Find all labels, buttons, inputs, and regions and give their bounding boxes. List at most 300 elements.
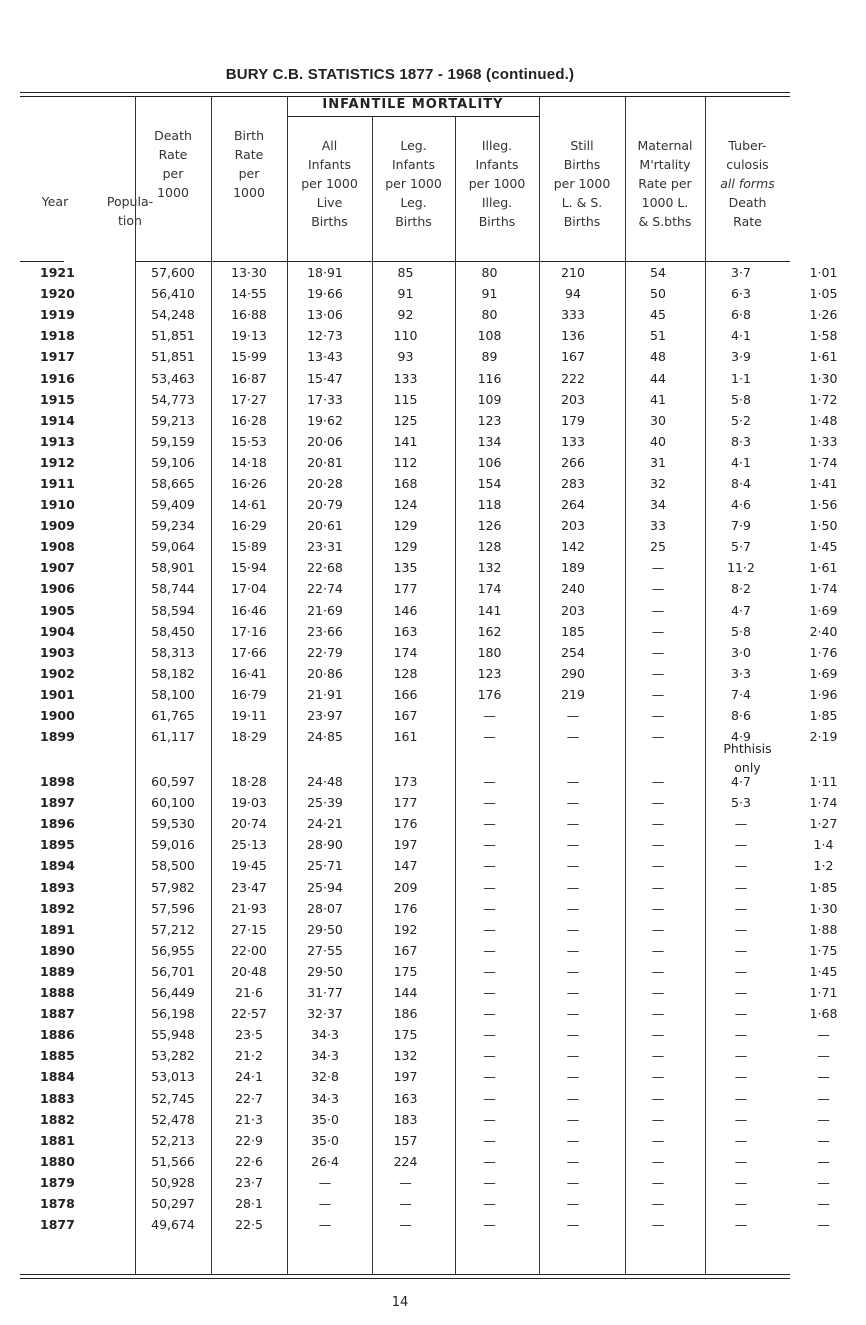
header-line: per 1000 [468,176,526,191]
header-line: Births [395,214,432,229]
cell-year: 1881 [40,1132,75,1148]
cell-tuberculosis: 1·69 [809,602,838,618]
cell-maternal: 3·9 [731,349,751,365]
cell-illeg-infants: — [566,879,580,895]
cell-illeg-infants: — [566,858,580,874]
cell-death-rate: 27·15 [231,921,267,937]
cell-death-rate: 15·99 [231,349,267,365]
cell-all-infants: 85 [397,265,414,281]
cell-still-births: 32 [650,475,666,491]
cell-maternal: 7·4 [731,686,751,702]
cell-year: 1886 [40,1027,75,1043]
cell-all-infants: 144 [393,985,418,1001]
cell-tuberculosis: 1·74 [809,581,838,597]
cell-tuberculosis: 1·26 [809,307,838,323]
header-line: per 1000 [301,176,358,191]
cell-leg-infants: — [483,1195,496,1211]
cell-all-infants: 125 [393,412,418,428]
cell-death-rate: 19·45 [231,858,267,874]
cell-birth-rate: 23·97 [307,708,343,724]
cell-death-rate: 25·13 [231,837,267,853]
cell-population: 58,182 [151,665,195,681]
cell-leg-infants: — [483,985,496,1001]
cell-birth-rate: 20·79 [307,497,343,513]
cell-maternal: 4·9 [731,729,751,745]
cell-tuberculosis: 1·56 [809,497,838,513]
cell-birth-rate: 20·28 [307,475,343,491]
cell-death-rate: 19·11 [231,708,267,724]
cell-illeg-infants: 189 [561,560,585,576]
cell-illeg-infants: — [566,774,580,790]
cell-population: 59,106 [151,454,195,470]
cell-still-births: — [651,837,665,853]
cell-population: 52,745 [151,1090,195,1106]
header-line: Year [41,194,69,209]
cell-all-infants: 209 [393,879,418,895]
header-tuberculosis [705,136,790,231]
cell-all-infants: 115 [393,391,418,407]
cell-maternal: 8·4 [731,475,751,491]
cell-population: 61,117 [151,729,195,745]
cell-leg-infants: — [483,1090,496,1106]
table-row [20,367,866,388]
cell-maternal: — [734,1217,748,1233]
cell-death-rate: 22·7 [235,1090,263,1106]
cell-death-rate: 23·5 [235,1027,263,1043]
cell-still-births: — [651,816,665,832]
cell-year: 1897 [40,795,75,811]
header-still-births [539,136,625,231]
cell-illeg-infants: — [566,837,580,853]
cell-leg-infants: — [483,963,496,979]
bottom-rule-inner [20,1278,790,1279]
cell-year: 1908 [40,539,75,555]
cell-still-births: — [651,858,665,874]
cell-population: 53,282 [151,1048,195,1064]
cell-population: 52,213 [151,1132,195,1148]
cell-birth-rate: 13·43 [307,349,343,365]
cell-all-infants: 168 [393,475,418,491]
cell-maternal: 3·3 [731,665,751,681]
cell-tuberculosis: 1·01 [809,265,838,281]
table-row [20,431,866,452]
phthisis-note-line: only [734,760,761,775]
cell-leg-infants: 141 [477,602,502,618]
header-line: Births [563,214,601,229]
cell-tuberculosis: — [817,1132,830,1148]
cell-still-births: — [651,879,665,895]
header-line: Popula- [106,194,154,209]
phthisis-note-line: Phthisis [723,741,772,756]
cell-still-births: 31 [650,454,666,470]
cell-death-rate: 24·1 [235,1069,263,1085]
cell-leg-infants: 128 [477,539,502,555]
cell-tuberculosis: 1·27 [809,816,838,832]
cell-illeg-infants: — [566,1217,580,1233]
cell-maternal: 4·7 [731,602,751,618]
cell-tuberculosis: 1·11 [809,774,838,790]
cell-year: 1903 [40,644,75,660]
table-row [20,494,866,515]
cell-illeg-infants: 333 [561,307,585,323]
cell-illeg-infants: 94 [565,286,581,302]
cell-all-infants: 132 [393,1048,418,1064]
cell-illeg-infants: — [566,1069,580,1085]
cell-all-infants: 176 [393,900,418,916]
cell-maternal: 8·6 [731,708,751,724]
cell-year: 1885 [40,1048,75,1064]
cell-tuberculosis: — [817,1195,830,1211]
cell-illeg-infants: — [566,942,580,958]
cell-illeg-infants: 167 [561,349,585,365]
cell-maternal: — [734,900,748,916]
cell-illeg-infants: — [566,708,580,724]
cell-all-infants: 167 [393,942,418,958]
header-line: Rate [733,214,762,229]
cell-maternal: — [734,1006,748,1022]
cell-population: 56,198 [151,1006,195,1022]
cell-tuberculosis: 1·75 [809,942,838,958]
phthisis-only-note [705,739,790,777]
table-row [20,1130,866,1151]
table-row [20,515,866,536]
cell-death-rate: 15·53 [231,433,267,449]
cell-year: 1918 [40,328,75,344]
header-line: Infants [475,157,519,172]
cell-still-births: 41 [650,391,666,407]
cell-all-infants: 157 [393,1132,418,1148]
cell-tuberculosis: 1·61 [809,560,838,576]
cell-still-births: 33 [650,518,666,534]
cell-birth-rate: 34·3 [311,1090,339,1106]
table-row [20,283,866,304]
cell-tuberculosis: — [817,1090,830,1106]
cell-population: 53,463 [151,370,195,386]
cell-year: 1909 [40,518,75,534]
cell-birth-rate: 34·3 [311,1048,339,1064]
cell-death-rate: 14·55 [231,286,267,302]
cell-illeg-infants: 203 [561,602,585,618]
cell-birth-rate: 35·0 [311,1111,339,1127]
table-row [20,705,866,726]
header-line: per 1000 [553,176,611,191]
cell-birth-rate: 19·62 [307,412,343,428]
cell-all-infants: 91 [397,286,414,302]
cell-death-rate: 16·79 [231,686,267,702]
cell-leg-infants: — [483,879,496,895]
cell-leg-infants: 132 [477,560,502,576]
cell-death-rate: 16·87 [231,370,267,386]
cell-population: 49,674 [151,1217,195,1233]
cell-year: 1895 [40,837,75,853]
header-line: Live [316,195,343,210]
cell-all-infants: 133 [393,370,418,386]
cell-all-infants: 166 [393,686,418,702]
cell-leg-infants: — [483,837,496,853]
cell-maternal: 3·0 [731,644,751,660]
cell-population: 58,665 [151,475,195,491]
cell-illeg-infants: 264 [561,497,585,513]
header-line: Infants [391,157,435,172]
cell-all-infants: 163 [393,623,418,639]
table-row [20,1003,866,1024]
cell-year: 1888 [40,985,75,1001]
cell-birth-rate: — [318,1217,332,1233]
cell-death-rate: 14·61 [231,497,267,513]
cell-birth-rate: 28·90 [307,837,343,853]
cell-population: 57,596 [151,900,195,916]
table-row [20,1172,866,1193]
cell-maternal: — [734,985,748,1001]
cell-illeg-infants: 219 [561,686,585,702]
table-row [20,452,866,473]
cell-still-births: — [651,1217,665,1233]
cell-still-births: 54 [650,265,666,281]
cell-maternal: — [734,921,748,937]
table-row [20,389,866,410]
cell-illeg-infants: — [566,795,580,811]
cell-maternal: — [734,858,748,874]
cell-population: 58,901 [151,560,195,576]
header-line: All [321,138,338,153]
cell-birth-rate: 32·8 [311,1069,339,1085]
cell-death-rate: 17·16 [231,623,267,639]
cell-population: 59,159 [151,433,195,449]
cell-year: 1902 [40,665,75,681]
page-number: 14 [391,1295,409,1310]
cell-illeg-infants: 290 [561,665,585,681]
cell-all-infants: 110 [393,328,418,344]
cell-year: 1877 [40,1217,75,1233]
cell-population: 61,765 [151,708,195,724]
cell-tuberculosis: 1·05 [809,286,838,302]
cell-death-rate: 16·29 [231,518,267,534]
cell-still-births: — [651,1153,665,1169]
table-row [20,1066,866,1087]
cell-tuberculosis: — [817,1048,830,1064]
cell-all-infants: 174 [393,644,418,660]
cell-year: 1894 [40,858,75,874]
cell-all-infants: 135 [393,560,418,576]
header-line: per [238,166,260,181]
cell-all-infants: 197 [393,837,418,853]
cell-all-infants: 167 [393,708,418,724]
cell-still-births: — [651,560,665,576]
cell-year: 1882 [40,1111,75,1127]
cell-all-infants: 163 [393,1090,418,1106]
cell-still-births: — [651,708,665,724]
cell-still-births: — [651,581,665,597]
cell-tuberculosis: 1·48 [809,412,838,428]
cell-maternal: 5·2 [731,412,751,428]
cell-population: 59,213 [151,412,195,428]
table-row [20,621,866,642]
cell-leg-infants: 80 [481,265,498,281]
cell-still-births: 48 [650,349,666,365]
cell-birth-rate: 28·07 [307,900,343,916]
cell-death-rate: 22·57 [231,1006,267,1022]
cell-leg-infants: 116 [477,370,502,386]
header-line: Rate [158,147,188,162]
cell-population: 54,773 [151,391,195,407]
cell-illeg-infants: 283 [561,475,585,491]
cell-maternal: — [734,879,748,895]
cell-tuberculosis: 1·69 [809,665,838,681]
cell-birth-rate: — [318,1195,332,1211]
cell-year: 1915 [40,391,75,407]
cell-still-births: — [651,1048,665,1064]
table-row [20,961,866,982]
cell-illeg-infants: — [566,729,580,745]
cell-still-births: — [651,963,665,979]
cell-birth-rate: — [318,1174,332,1190]
table-row [20,410,866,431]
cell-leg-infants: — [483,1027,496,1043]
cell-population: 58,594 [151,602,195,618]
cell-birth-rate: 29·50 [307,921,343,937]
cell-year: 1911 [40,475,75,491]
cell-death-rate: 22·00 [231,942,267,958]
cell-year: 1916 [40,370,75,386]
cell-maternal: 1·1 [731,370,751,386]
cell-year: 1899 [40,729,75,745]
cell-tuberculosis: 1·45 [809,963,838,979]
cell-still-births: — [651,602,665,618]
cell-year: 1907 [40,560,75,576]
table-row [20,1214,866,1235]
cell-birth-rate: 20·86 [307,665,343,681]
cell-still-births: — [651,985,665,1001]
cell-birth-rate: 13·06 [307,307,343,323]
cell-still-births: — [651,1090,665,1106]
table-row [20,1087,866,1108]
table-row [20,262,866,283]
cell-all-infants: 177 [393,795,418,811]
cell-maternal: 6·3 [731,286,751,302]
cell-illeg-infants: — [566,1006,580,1022]
cell-population: 58,500 [151,858,195,874]
cell-death-rate: 15·89 [231,539,267,555]
cell-death-rate: 23·7 [235,1174,263,1190]
cell-all-infants: 141 [393,433,418,449]
cell-maternal: — [734,1195,748,1211]
cell-maternal: 4·1 [731,328,751,344]
page-title: BURY C.B. STATISTICS 1877 - 1968 (continued.) [225,66,575,83]
header-line: Leg. [400,138,427,153]
cell-leg-infants: 108 [477,328,502,344]
cell-still-births: 44 [650,370,666,386]
cell-all-infants: — [399,1217,412,1233]
cell-year: 1906 [40,581,75,597]
cell-maternal: 5·3 [731,795,751,811]
cell-maternal: — [734,1069,748,1085]
cell-year: 1921 [40,265,75,281]
cell-year: 1904 [40,623,75,639]
infantile-mortality-header: INFANTILE MORTALITY [322,97,504,112]
cell-birth-rate: 20·81 [307,454,343,470]
cell-birth-rate: 20·61 [307,518,343,534]
cell-all-infants: 129 [393,539,418,555]
cell-tuberculosis: 1·58 [809,328,838,344]
cell-illeg-infants: 133 [561,433,585,449]
cell-illeg-infants: — [566,1153,580,1169]
cell-birth-rate: 32·37 [307,1006,343,1022]
cell-population: 50,297 [151,1195,195,1211]
cell-still-births: — [651,921,665,937]
header-maternal [625,136,705,231]
cell-death-rate: 18·29 [231,729,267,745]
cell-death-rate: 28·1 [235,1195,263,1211]
cell-illeg-infants: — [566,816,580,832]
cell-leg-infants: 80 [481,307,498,323]
cell-birth-rate: 23·31 [307,539,343,555]
cell-leg-infants: 180 [477,644,502,660]
cell-death-rate: 20·74 [231,816,267,832]
cell-leg-infants: — [483,1217,496,1233]
cell-still-births: 34 [650,497,666,513]
table-row [20,1151,866,1172]
cell-tuberculosis: 1·76 [809,644,838,660]
cell-population: 54,248 [151,307,195,323]
cell-still-births: — [651,644,665,660]
table-row [20,536,866,557]
cell-all-infants: 186 [393,1006,418,1022]
header-line: 1000 L. [641,195,689,210]
cell-population: 59,234 [151,518,195,534]
table-row [20,600,866,621]
cell-birth-rate: 23·66 [307,623,343,639]
cell-still-births: — [651,1174,665,1190]
header-line: culosis [726,157,769,172]
cell-illeg-infants: — [566,985,580,1001]
header-line: Still [570,138,594,153]
cell-tuberculosis: 1·50 [809,518,838,534]
statistics-table-frame [20,92,838,1280]
cell-all-infants: 112 [393,454,418,470]
cell-year: 1919 [40,307,75,323]
cell-maternal: — [734,1027,748,1043]
cell-tuberculosis: 1·30 [809,370,838,386]
cell-leg-infants: — [483,1174,496,1190]
cell-still-births: 30 [650,412,666,428]
cell-leg-infants: — [483,921,496,937]
cell-all-infants: 146 [393,602,418,618]
cell-year: 1883 [40,1090,75,1106]
cell-still-births: — [651,795,665,811]
cell-birth-rate: 35·0 [311,1132,339,1148]
cell-year: 1896 [40,816,75,832]
cell-illeg-infants: — [566,1195,580,1211]
cell-maternal: — [734,1048,748,1064]
cell-leg-infants: — [483,774,496,790]
cell-tuberculosis: 1·96 [809,686,838,702]
cell-illeg-infants: 203 [561,391,585,407]
cell-population: 60,100 [151,795,195,811]
cell-illeg-infants: — [566,1174,580,1190]
cell-still-births: 51 [650,328,666,344]
cell-maternal: — [734,963,748,979]
cell-leg-infants: 109 [477,391,502,407]
cell-birth-rate: 21·91 [307,686,343,702]
cell-still-births: 40 [650,433,666,449]
cell-still-births: — [651,686,665,702]
header-line: Illeg. [481,138,513,153]
cell-population: 56,410 [151,286,195,302]
header-line: Births [478,214,516,229]
cell-population: 55,948 [151,1027,195,1043]
cell-population: 59,016 [151,837,195,853]
cell-still-births: — [651,942,665,958]
